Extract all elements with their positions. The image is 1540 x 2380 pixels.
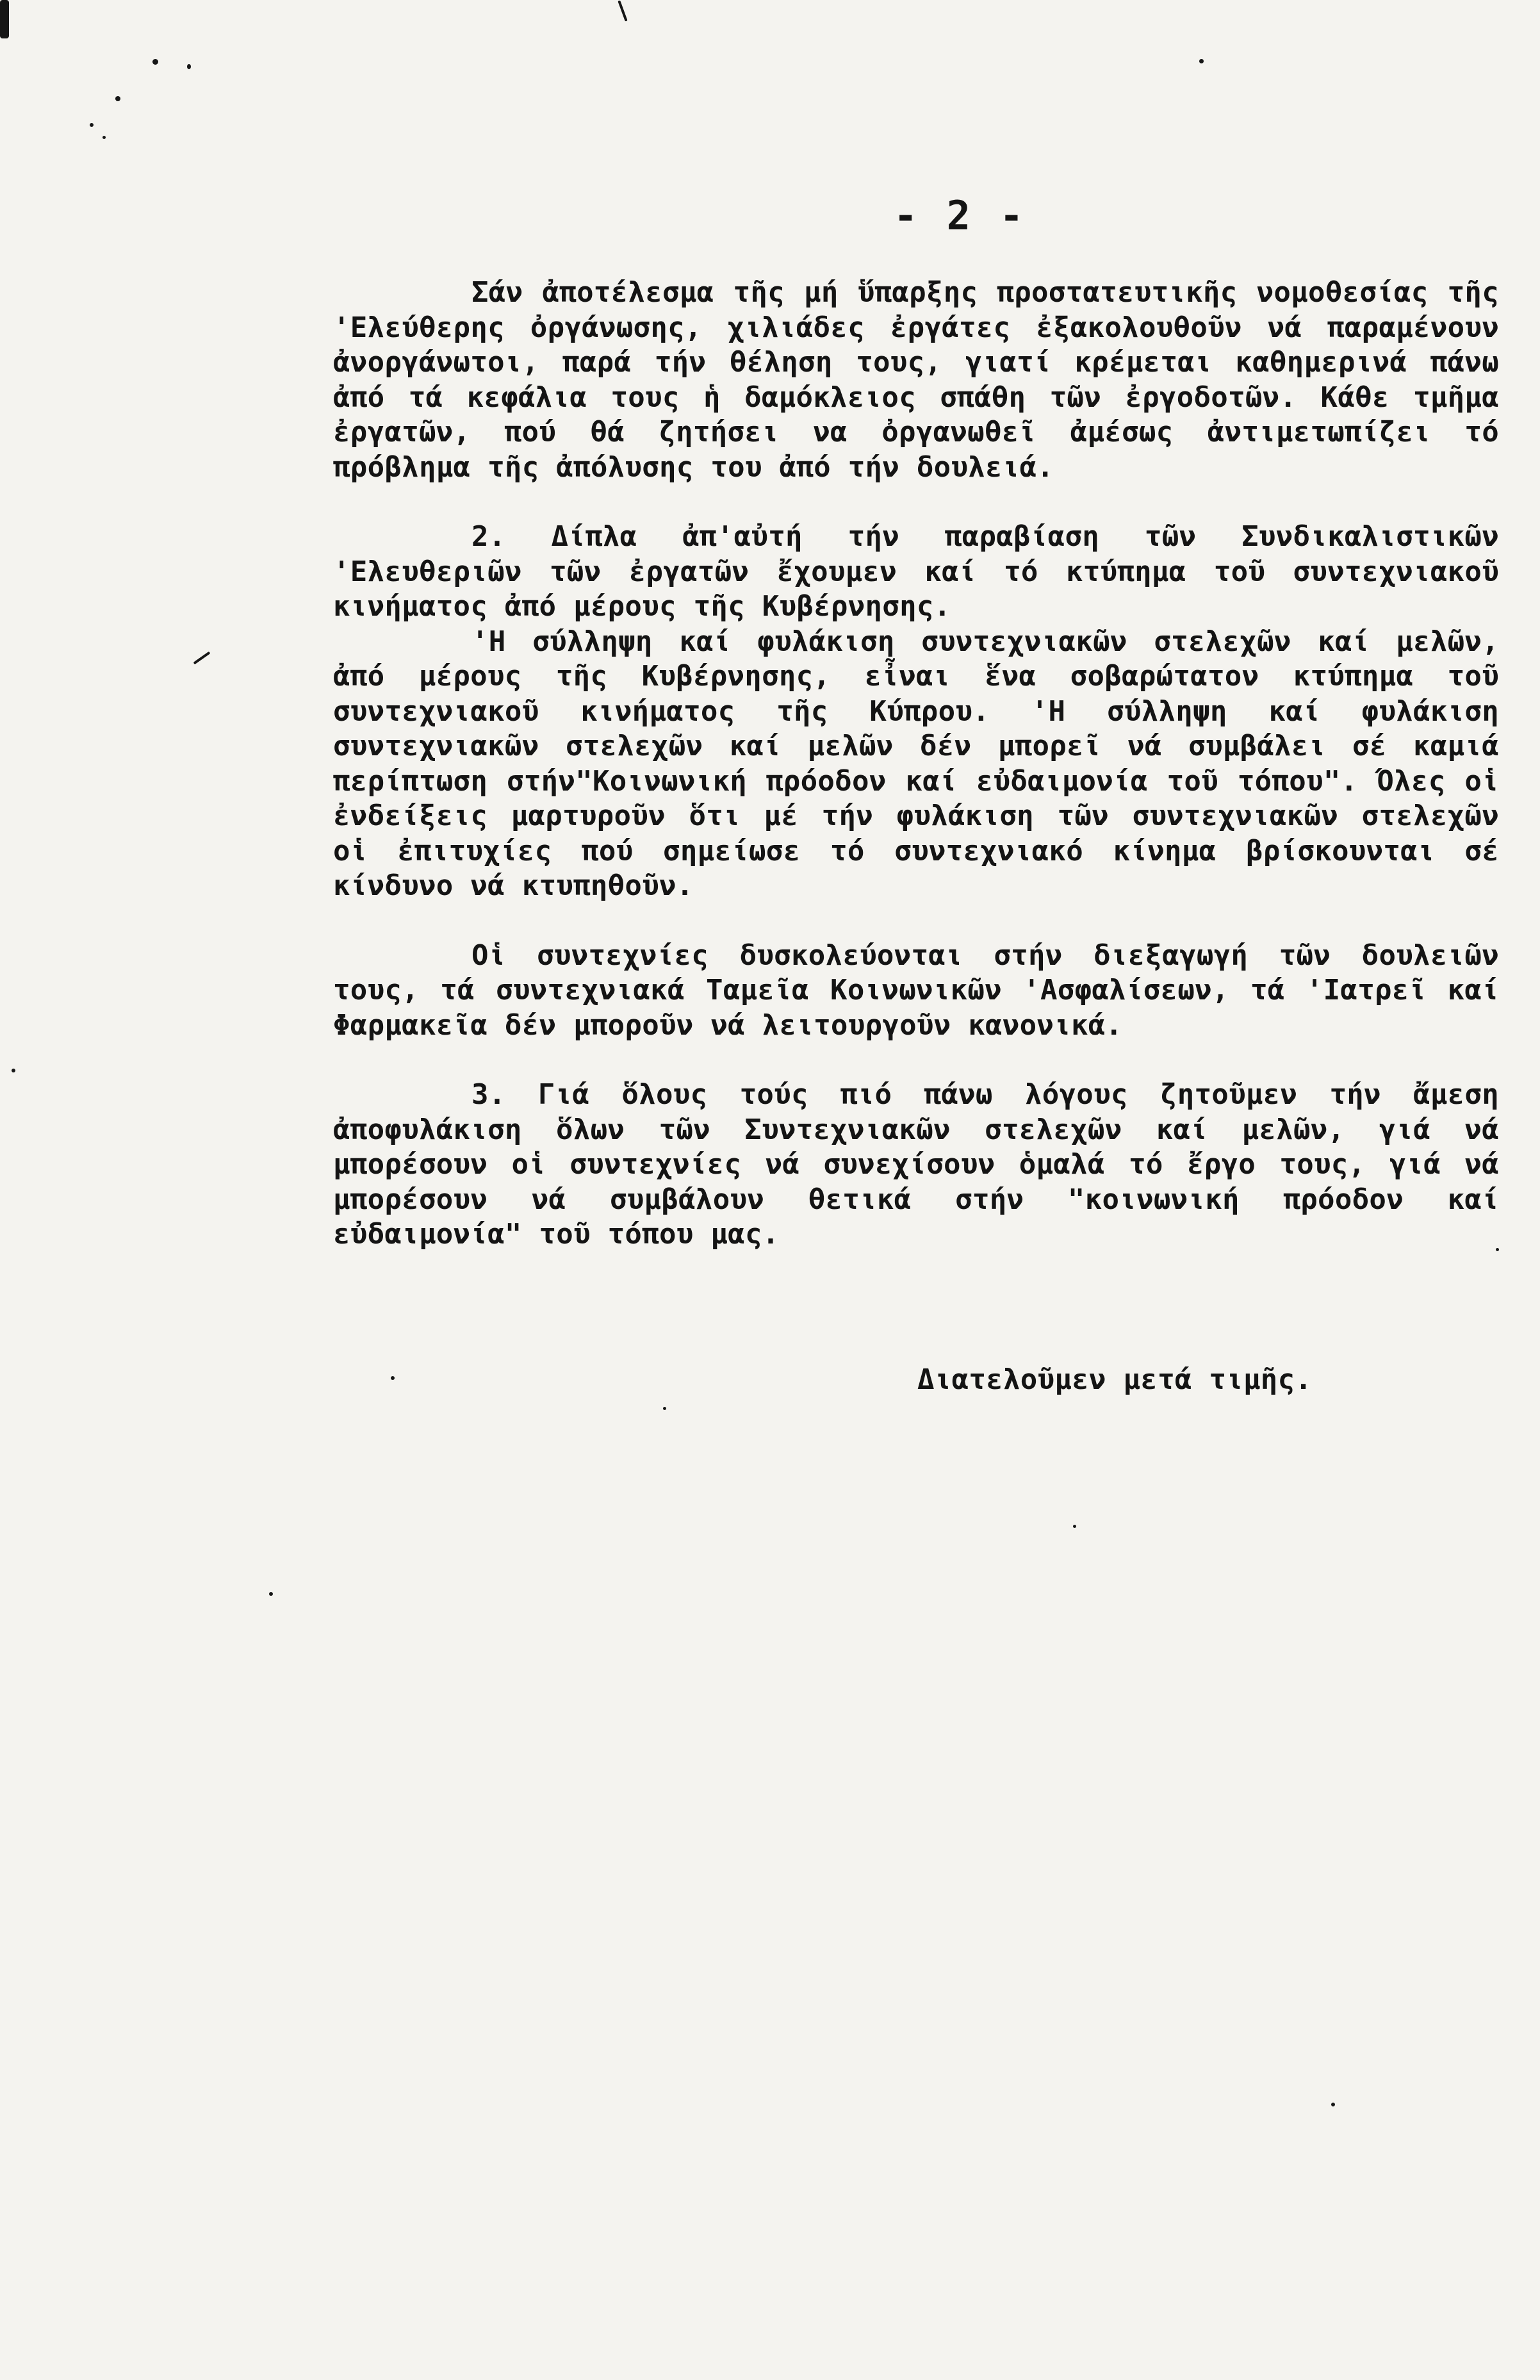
scan-speck bbox=[12, 1069, 15, 1072]
scan-speck bbox=[663, 1407, 666, 1410]
scan-speck bbox=[102, 136, 106, 139]
scan-speck bbox=[618, 0, 627, 21]
scan-speck bbox=[152, 59, 158, 65]
scan-speck bbox=[115, 96, 120, 101]
scan-speck bbox=[193, 652, 211, 664]
closing-salutation: Διατελοῦμεν μετά τιμῆς. bbox=[917, 1363, 1313, 1396]
scan-speck bbox=[0, 0, 9, 38]
scan-speck bbox=[187, 64, 191, 69]
letter-body bbox=[333, 275, 1499, 1287]
scan-speck bbox=[269, 1592, 273, 1596]
paragraph-4: Οἱ συντεχνίες δυσκολεύονται στήν διεξαγωγή τῶν δουλειῶν τους, τά συντεχνιακά Ταμεῖα Κοινωνικῶν 'Ασφαλίσεων, τά 'Ιατρεῖ καί Φαρμακεῖα δέν μποροῦν νά λειτουργοῦν κανονικά. bbox=[333, 939, 1499, 1042]
scan-speck bbox=[1331, 2103, 1335, 2106]
scan-speck bbox=[90, 123, 94, 127]
scan-speck bbox=[391, 1376, 395, 1380]
paragraph-3: 'Η σύλληψη καί φυλάκιση συντεχνιακῶν στελεχῶν καί μελῶν, ἀπό μέρους τῆς Κυβέρνησης, εἶναι ἕνα σοβαρώτατον κτύπημα τοῦ συντεχνιακοῦ κινήματος τῆς Κύπρου. 'Η σύλληψη καί φυλάκιση συντεχνιακῶν στελεχῶν καί μελῶν δέν μπορεῖ νά συμβάλει σέ καμιά περίπτωση στήν"Κοινωνική πρόοδον καί εὐδαιμονία τοῦ τόπου". Όλες οἱ ἐνδείξεις μαρτυροῦν ὅτι μέ τήν φυλάκιση τῶν συντεχνιακῶν στελεχῶν οἱ ἐπιτυχίες πού σημείωσε τό συντεχνιακό κίνημα βρίσκουνται σέ κίνδυνο νά κτυπηθοῦν. bbox=[333, 625, 1499, 902]
paragraph-5: 3. Γιά ὅλους τούς πιό πάνω λόγους ζητοῦμεν τήν ἄμεση ἀποφυλάκιση ὅλων τῶν Συντεχνιακῶν στελεχῶν καί μελῶν, γιά νά μπορέσουν οἱ συντεχνίες νά συνεχίσουν ὁμαλά τό ἔργο τους, γιά νά μπορέσουν νά συμβάλουν θετικά στήν "κοινωνική πρόοδον καί εὐδαιμονία" τοῦ τόπου μας. bbox=[333, 1078, 1499, 1251]
paragraph-2: 2. Δίπλα ἀπ'αὐτή τήν παραβίαση τῶν Συνδικαλιστικῶν 'Ελευθεριῶν τῶν ἐργατῶν ἔχουμεν καί τό κτύπημα τοῦ συντεχνιακοῦ κινήματος ἀπό μέρους τῆς Κυβέρνησης. bbox=[333, 520, 1499, 623]
scan-speck bbox=[1073, 1525, 1076, 1528]
scan-speck bbox=[1199, 59, 1204, 63]
page-number: - 2 - bbox=[894, 192, 1026, 239]
paragraph-1: Σάν ἀποτέλεσμα τῆς μή ὕπαρξης προστατευτικῆς νομοθεσίας τῆς 'Ελεύθερης ὀργάνωσης, χιλιάδες ἐργάτες ἐξακολουθοῦν νά παραμένουν ἀνοργάνωτοι, παρά τήν θέληση τους, γιατί κρέμεται καθημερινά πάνω ἀπό τά κεφάλια τους ἡ δαμόκλειος σπάθη τῶν ἐργοδοτῶν. Κάθε τμῆμα ἐργατῶν, πού θά ζητήσει να ὀργανωθεῖ ἀμέσως ἀντιμετωπίζει τό πρόβλημα τῆς ἀπόλυσης του ἀπό τήν δουλειά. bbox=[333, 276, 1499, 484]
